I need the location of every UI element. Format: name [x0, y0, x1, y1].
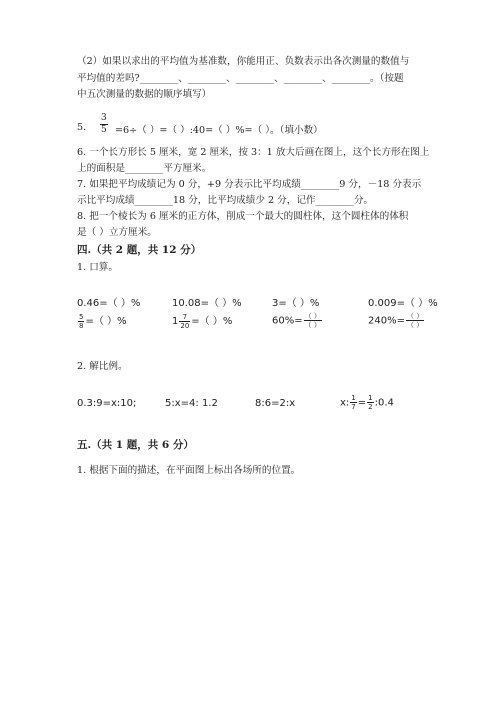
- oral-r2-c4: [368, 312, 425, 329]
- oral-r2-c3: [272, 312, 323, 329]
- part2-line1: （2）如果以求出的平均值为基准数，你能用正、负数表示出各次测量的数值与: [77, 56, 410, 67]
- q8-line1: 8. 把一个棱长为 6 厘米的正方体，削成一个最大的圆柱体，这个圆柱体的体积: [77, 211, 409, 222]
- frac-num: 1: [368, 394, 373, 402]
- frac-num: （ ）: [406, 312, 424, 320]
- ratio-item-4: [340, 394, 394, 411]
- ratio-4-fraction-1: [350, 394, 356, 411]
- q7-line1: 7. 如果把平均成绩记为 0 分，+9 分表示比平均成绩________9 分，－18 分表示: [77, 179, 422, 190]
- oral-r2-c3-fraction: [304, 312, 322, 329]
- frac-den: 2: [368, 403, 373, 411]
- q7-line2: 示比平均成绩________18 分，比平均成绩少 2 分，记作________分。: [77, 195, 374, 206]
- oral-r2-c2: [172, 312, 232, 330]
- q5-rest: =6÷（ ）=（ ）:40=（ ）%=（ ）。（填小数）: [115, 125, 323, 136]
- part2-line3: 中五次测量的数据的顺序填写）: [77, 89, 212, 100]
- oral-r2-c1: [77, 312, 127, 330]
- oral-r1-c2: 10.08=（ ）%: [172, 298, 242, 309]
- q5-frac-den: 5: [101, 125, 107, 135]
- oral-r2-c4-fraction: [406, 312, 424, 329]
- oral-r2-c1-fraction: [78, 313, 84, 330]
- oral-r1-c1: 0.46=（ ）%: [77, 298, 141, 309]
- oral-r2-c4-pre: 240%=: [368, 315, 405, 327]
- q5-fraction: [100, 113, 108, 136]
- mixed-whole: 1: [172, 316, 179, 327]
- frac-num: 7: [179, 313, 190, 322]
- frac-den: 20: [180, 321, 190, 330]
- q6-line2: 上的面积是________平方厘米。: [77, 163, 212, 174]
- oral-r1-c3: 3=（ ）%: [272, 298, 320, 309]
- section-4-heading: 四.（共 2 题，共 12 分）: [77, 244, 202, 256]
- ratio-item-2: 5:x=4: 1.2: [165, 398, 218, 409]
- frac-num: 5: [79, 312, 84, 321]
- ratio-4-fraction-2: [367, 394, 373, 411]
- frac-num: （ ）: [304, 312, 321, 320]
- oral-r2-c2-rest: =（ ）%: [191, 316, 233, 327]
- oral-r2-c1-rest: =（ ）%: [85, 316, 127, 327]
- oral-r2-c3-pre: 60%=: [272, 315, 303, 327]
- frac-num: 1: [351, 394, 356, 402]
- oral-r2-c2-fraction: [179, 313, 190, 330]
- frac-den: 7: [351, 403, 356, 411]
- part2-line2: 平均值的差吗?________、________、________、________、________。（按题: [77, 73, 404, 84]
- question-5: [77, 113, 427, 141]
- q5-number: 5.: [77, 122, 87, 133]
- ratio-item-1: 0.3:9=x:10;: [77, 398, 137, 409]
- ratio-item-3: 8:6=2:x: [255, 398, 296, 409]
- ratio-4-equals: =: [357, 397, 367, 409]
- frac-den: （ ）: [406, 321, 424, 329]
- ratio-4-post: :0.4: [374, 397, 394, 409]
- ratio-4-pre: x:: [340, 397, 350, 409]
- oral-r1-c4: 0.009=（ ）%: [368, 298, 438, 309]
- map-title: 1. 根据下面的描述，在平面图上标出各场所的位置。: [77, 465, 301, 476]
- ratio-title: 2. 解比例。: [77, 361, 128, 372]
- frac-den: 8: [79, 321, 84, 330]
- q8-line2: 是（ ）立方厘米。: [77, 227, 157, 238]
- frac-den: （ ）: [304, 321, 321, 329]
- q5-frac-num: 3: [101, 113, 107, 123]
- section-5-heading: 五.（共 1 题，共 6 分）: [77, 439, 194, 451]
- oral-title: 1. 口算。: [77, 262, 118, 273]
- q6-line1: 6. 一个长方形长 5 厘米，宽 2 厘米，按 3：1 放大后画在图上，这个长方形在图上: [77, 147, 430, 158]
